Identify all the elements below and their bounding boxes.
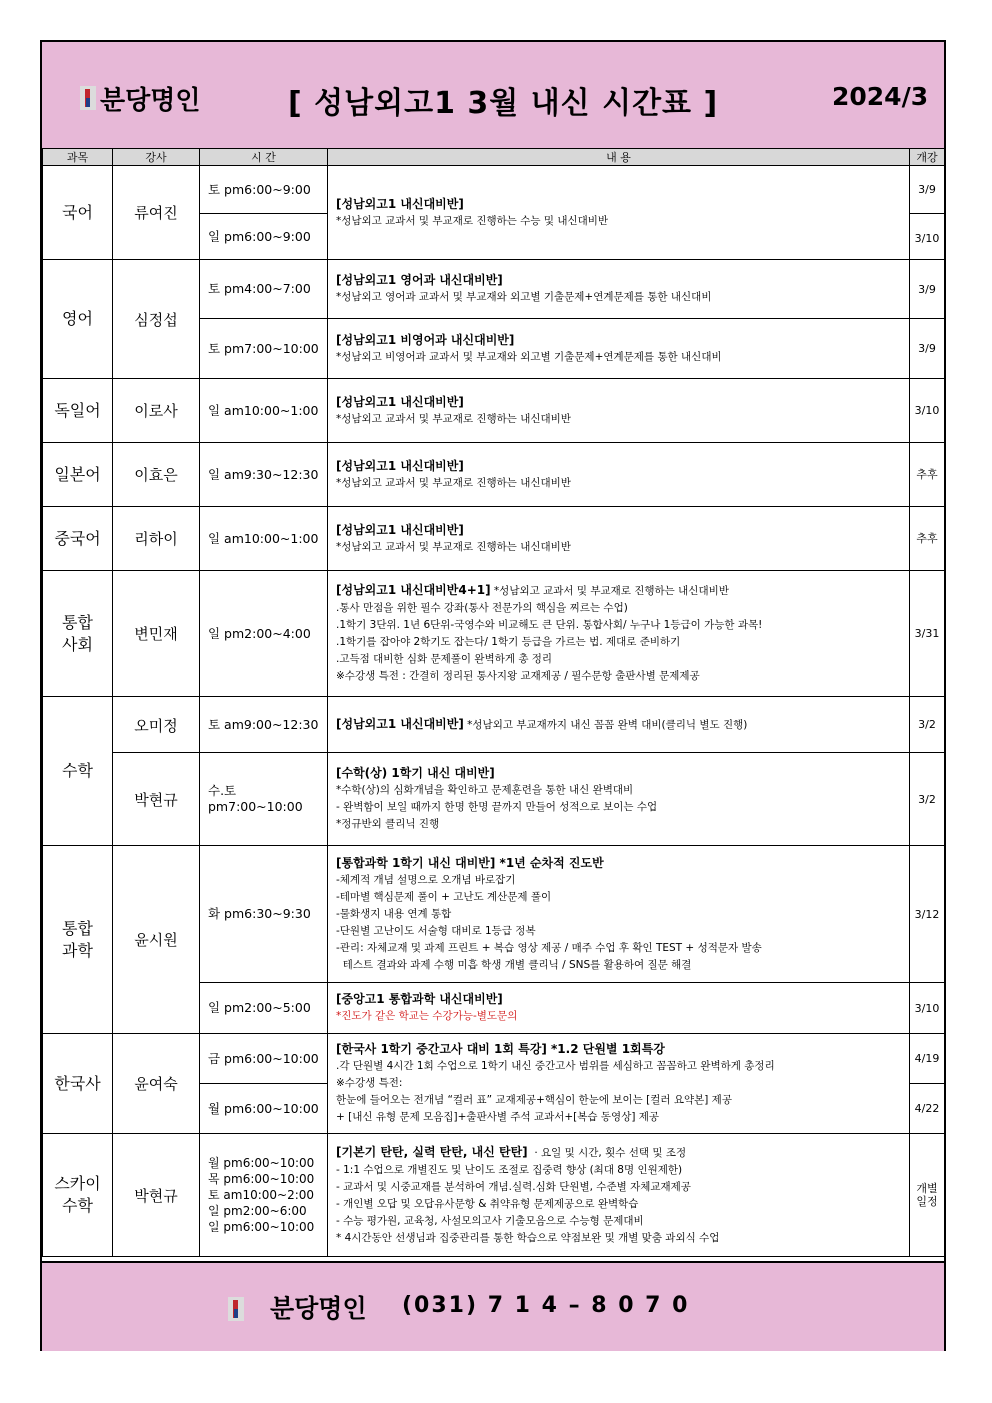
open-date-cell: 3/9 — [910, 260, 945, 319]
open-date-cell: 4/22 — [910, 1084, 945, 1134]
open-date-cell: 3/12 — [910, 846, 945, 983]
subject-cell: 독일어 — [43, 379, 113, 443]
time-cell: 일 am9:30~12:30 — [200, 443, 328, 507]
content-cell — [328, 260, 910, 319]
table-row-math-2 — [43, 753, 945, 846]
class-desc: .1학기 3단위. 1년 6단위-국영수와 비교해도 큰 단위. 통합사회/ 누구나 1등급이 가능한 과목! — [336, 619, 763, 631]
table-header-row — [43, 149, 945, 166]
table-row-korean — [43, 166, 945, 214]
table-row-social — [43, 571, 945, 697]
content-cell — [328, 507, 910, 571]
class-title: [성남외고1 내신대비반] — [336, 196, 464, 211]
open-date-cell: 3/2 — [910, 697, 945, 753]
class-desc: ※수강생 특전: — [336, 1077, 403, 1089]
class-title: [성남외고1 내신대비반] — [336, 522, 464, 537]
open-date-cell: 3/2 — [910, 753, 945, 846]
subject-line: 수학 — [62, 1196, 93, 1215]
teacher-cell: 이효은 — [113, 443, 200, 507]
teacher-cell: 오미정 — [113, 697, 200, 753]
teacher-cell: 박현규 — [113, 1134, 200, 1257]
col-content: 내 용 — [328, 149, 910, 166]
table-row-chinese — [43, 507, 945, 571]
class-title: [성남외고1 내신대비반] — [336, 458, 464, 473]
open-date-cell: 3/9 — [910, 319, 945, 379]
teacher-cell: 윤시원 — [113, 846, 200, 1034]
class-desc: - 1:1 수업으로 개별진도 및 난이도 조절로 집중력 향상 (최대 8명 인원제한) — [336, 1163, 683, 1176]
subject-line: 과학 — [62, 940, 93, 960]
class-title: [성남외고1 내신대비반] — [336, 394, 464, 409]
class-desc: * 4시간동안 선생님과 집중관리를 통한 학습으로 약점보완 및 개별 맞춤 과외식 수업 — [336, 1231, 720, 1244]
teacher-cell: 이로사 — [113, 379, 200, 443]
teacher-cell: 심정섭 — [113, 260, 200, 379]
class-desc: *성남외고 교과서 및 부교재로 진행하는 내신대비반 — [336, 476, 571, 489]
class-desc: -물화생지 내용 연계 통합 — [336, 907, 452, 920]
class-desc: - 완벽함이 보일 때까지 한명 한명 끝까지 만들어 성적으로 보이는 수업 — [336, 801, 658, 813]
class-title-note: *성남외고 교과서 및 부교재로 진행하는 내신대비반 — [490, 585, 729, 597]
class-title: [성남외고1 내신대비반] — [336, 716, 464, 731]
open-date-cell: 추후 — [910, 507, 945, 571]
teacher-cell: 류여진 — [113, 166, 200, 260]
open-date-cell: 3/31 — [910, 571, 945, 697]
teacher-cell: 변민재 — [113, 571, 200, 697]
subject-cell — [43, 571, 113, 697]
content-cell — [328, 1134, 910, 1257]
subject-line: 통합 — [62, 612, 93, 632]
class-desc: -단원별 고난이도 서술형 대비로 1등급 정복 — [336, 924, 536, 937]
subject-line: 스카이 — [54, 1174, 101, 1193]
subject-cell — [43, 846, 113, 1034]
class-desc: - 개인별 오답 및 오답유사문항 & 취약유형 문제제공으로 완벽학습 — [336, 1197, 639, 1210]
class-desc: *정규반외 클리닉 진행 — [336, 818, 440, 830]
class-title: [기본기 탄탄, 실력 탄탄, 내신 탄탄] — [336, 1144, 528, 1159]
time-cell: 일 pm2:00~4:00 — [200, 571, 328, 697]
brand-name: 분당명인 — [100, 86, 201, 116]
open-date-cell — [910, 1134, 945, 1257]
content-cell — [328, 983, 910, 1034]
table-row-history — [43, 1034, 945, 1084]
open-line: 개별 — [916, 1182, 938, 1195]
open-date-cell: 3/10 — [910, 379, 945, 443]
class-desc: ※수강생 특전 : 간결히 정리된 통사지왕 교재제공 / 필수문항 출판사별 문제제공 — [336, 670, 700, 682]
col-open: 개강 — [910, 149, 945, 166]
time-line: 목 pm6:00~10:00 — [208, 1172, 315, 1186]
open-line: 일정 — [916, 1195, 938, 1208]
content-cell — [328, 443, 910, 507]
time-line: 일 pm6:00~10:00 — [208, 1220, 315, 1234]
class-desc: - 수능 평가원, 교육청, 사설모의고사 기출모음으로 수능형 문제대비 — [336, 1214, 644, 1227]
time-line: 일 pm2:00~6:00 — [208, 1204, 307, 1218]
time-cell: 일 pm2:00~5:00 — [200, 983, 328, 1034]
class-desc: .1학기를 잡아야 2학기도 잡는다/ 1학기 등급을 가르는 법. 제대로 준비하기 — [336, 636, 681, 648]
class-title: [통합과학 1학기 내신 대비반] *1년 순차적 진도반 — [336, 855, 604, 870]
content-cell — [328, 846, 910, 983]
teacher-cell: 박현규 — [113, 753, 200, 846]
class-title: [성남외고1 영어과 내신대비반] — [336, 273, 503, 287]
content-cell — [328, 697, 910, 753]
class-desc: .각 단원별 4시간 1회 수업으로 1학기 내신 중간고사 범위를 세심하고 꼼꼼하고 완벽하게 총정리 — [336, 1060, 775, 1072]
timetable — [42, 148, 945, 1257]
class-title-line — [336, 716, 901, 734]
subject-cell: 일본어 — [43, 443, 113, 507]
subject-line: 사회 — [62, 634, 93, 654]
col-subject: 과목 — [43, 149, 113, 166]
time-line: 월 pm6:00~10:00 — [208, 1156, 315, 1170]
class-title: [중앙고1 통합과학 내신대비반] — [336, 992, 503, 1006]
time-cell: 일 am10:00~1:00 — [200, 379, 328, 443]
class-title-line — [336, 582, 901, 600]
class-desc: - 교과서 및 시중교재를 분석하여 개념.실력.심화 단원별, 수준별 자체교재제공 — [336, 1180, 691, 1193]
content-cell — [328, 319, 910, 379]
subject-line: 통합 — [62, 918, 93, 938]
class-desc: 한눈에 들어오는 전개념 “컬러 표” 교재제공+핵심이 한눈에 보이는 [컬러 요약본] 제공 — [336, 1094, 732, 1106]
class-desc: .고득점 대비한 심화 문제풀이 완벽하게 총 정리 — [336, 653, 553, 665]
time-cell: 일 pm6:00~9:00 — [200, 214, 328, 260]
open-date-cell: 3/10 — [910, 983, 945, 1034]
table-row-german — [43, 379, 945, 443]
class-title: [한국사 1학기 중간고사 대비 1회 특강] *1.2 단원별 1회특강 — [336, 1042, 665, 1056]
class-desc: *성남외고 교과서 및 부교재로 진행하는 내신대비반 — [336, 412, 571, 425]
subject-cell: 한국사 — [43, 1034, 113, 1134]
col-teacher: 강사 — [113, 149, 200, 166]
subject-cell: 국어 — [43, 166, 113, 260]
col-time: 시 간 — [200, 149, 328, 166]
teacher-cell: 리하이 — [113, 507, 200, 571]
content-cell — [328, 753, 910, 846]
footer-phone: (031) 7 1 4 – 8 0 7 0 — [402, 1293, 690, 1318]
content-cell — [328, 1034, 910, 1134]
class-desc: -체계적 개념 설명으로 오개념 바로잡기 — [336, 873, 516, 886]
class-desc: *수학(상)의 심화개념을 확인하고 문제훈련을 통한 내신 완벽대비 — [336, 784, 634, 796]
page-title: [ 성남외고1 3월 내신 시간표 ] — [288, 86, 719, 121]
open-date-cell: 3/9 — [910, 166, 945, 214]
table-row-science — [43, 846, 945, 983]
class-title: [성남외고1 비영어과 내신대비반] — [336, 332, 515, 347]
subject-cell: 영어 — [43, 260, 113, 379]
academy-logo-icon — [80, 86, 96, 110]
academy-logo-icon — [228, 1297, 244, 1321]
content-cell — [328, 166, 910, 260]
timetable-frame — [40, 40, 946, 1351]
time-line: pm7:00~10:00 — [208, 799, 303, 814]
class-desc: 테스트 결과와 과제 수행 미흡 학생 개별 클리닉 / SNS를 활용하여 질문 해결 — [336, 958, 692, 971]
page-date: 2024/3 — [832, 82, 929, 111]
class-desc: -관리: 자체교재 및 과제 프린트 + 복습 영상 제공 / 매주 수업 후 확인 TEST + 성적문자 발송 — [336, 941, 762, 954]
time-cell: 화 pm6:30~9:30 — [200, 846, 328, 983]
content-cell — [328, 571, 910, 697]
time-cell: 월 pm6:00~10:00 — [200, 1084, 328, 1134]
subject-cell: 수학 — [43, 697, 113, 846]
subject-cell: 중국어 — [43, 507, 113, 571]
time-cell — [200, 1134, 328, 1257]
time-cell — [200, 753, 328, 846]
class-title: [수학(상) 1학기 내신 대비반] — [336, 766, 495, 780]
class-desc: *성남외고 교과서 및 부교재로 진행하는 수능 및 내신대비반 — [336, 214, 609, 227]
time-cell: 금 pm6:00~10:00 — [200, 1034, 328, 1084]
header-banner — [42, 42, 944, 150]
open-date-cell: 3/10 — [910, 214, 945, 260]
class-title-line — [336, 1144, 901, 1162]
subject-cell — [43, 1134, 113, 1257]
footer-brand: 분당명인 — [270, 1294, 367, 1323]
class-desc: .통사 만점을 위한 필수 강좌(통사 전문가의 핵심을 찌르는 수업) — [336, 602, 628, 614]
class-title-note: *성남외고 부교재까지 내신 꼼꼼 완벽 대비(클리닉 별도 진행) — [463, 718, 748, 731]
time-line: 토 am10:00~2:00 — [208, 1188, 315, 1202]
time-cell: 토 pm7:00~10:00 — [200, 319, 328, 379]
class-desc: *성남외고 영어과 교과서 및 부교재와 외고별 기출문제+연계문제를 통한 내신대비 — [336, 291, 712, 303]
content-cell — [328, 379, 910, 443]
open-date-cell: 4/19 — [910, 1034, 945, 1084]
class-desc: *성남외고 교과서 및 부교재로 진행하는 내신대비반 — [336, 540, 571, 553]
time-cell: 토 pm6:00~9:00 — [200, 166, 328, 214]
class-desc: + [내신 유형 문제 모음집]+출판사별 주석 교과서+[복습 동영상] 제공 — [336, 1111, 660, 1123]
open-date-cell: 추후 — [910, 443, 945, 507]
class-title: [성남외고1 내신대비반4+1] — [336, 583, 491, 597]
table-row-math — [43, 697, 945, 753]
class-desc: *성남외고 비영어과 교과서 및 부교재와 외고별 기출문제+연계문제를 통한 내신대비 — [336, 350, 722, 363]
time-line: 수.토 — [208, 783, 237, 798]
time-cell: 일 am10:00~1:00 — [200, 507, 328, 571]
class-note: *진도가 같은 학교는 수강가능-별도문의 — [336, 1010, 518, 1022]
time-cell: 토 am9:00~12:30 — [200, 697, 328, 753]
class-desc: -테마별 핵심문제 풀이 + 고난도 계산문제 풀이 — [336, 890, 552, 903]
table-row-english — [43, 260, 945, 319]
footer-banner — [42, 1261, 944, 1351]
table-row-japanese — [43, 443, 945, 507]
class-title-note: · 요일 및 시간, 횟수 선택 및 조정 — [527, 1146, 687, 1159]
time-cell: 토 pm4:00~7:00 — [200, 260, 328, 319]
table-row-skymath — [43, 1134, 945, 1257]
teacher-cell: 윤여숙 — [113, 1034, 200, 1134]
